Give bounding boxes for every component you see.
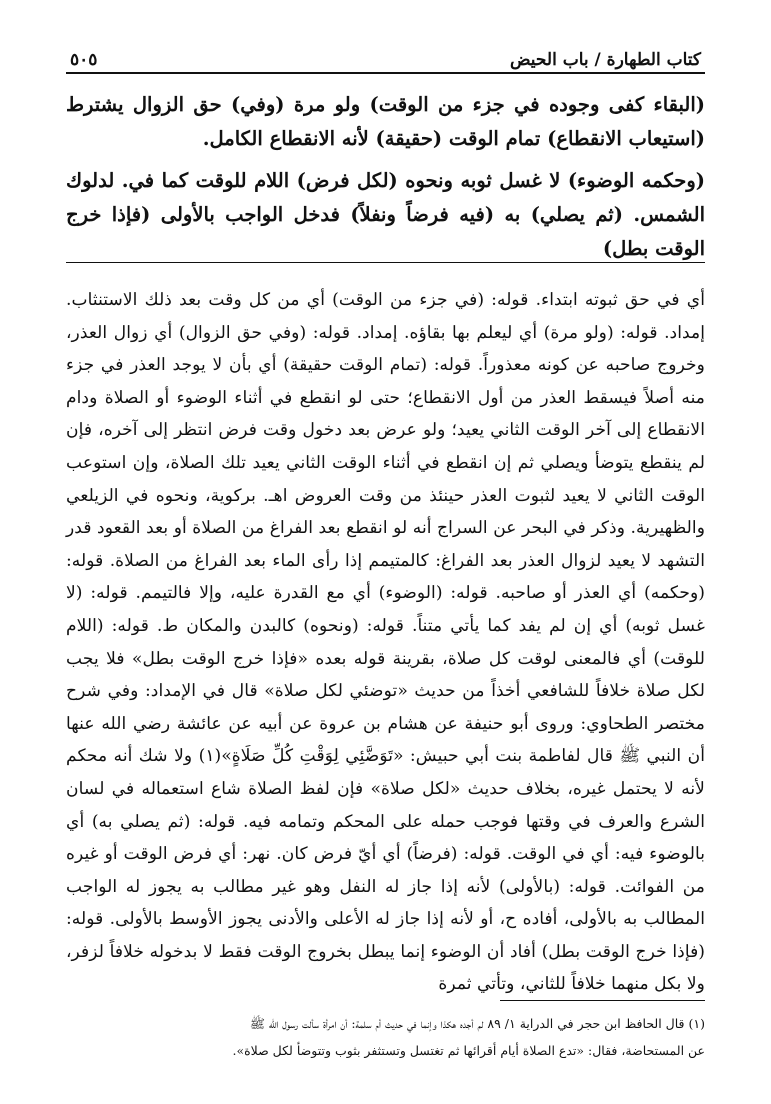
page-header [66,36,705,74]
footnote-line: عن المستحاضة، فقال: «تدع الصلاة أيام أقرائها ثم تغتسل وتستثفر بثوب وتتوضأ لكل صلاة». [232,1043,705,1058]
main-text [66,88,705,274]
footnotes [66,1010,705,1064]
commentary-text [66,284,705,1001]
main-text-paragraph: (وحكمه الوضوء) لا غسل ثوبه ونحوه (لكل فرض) اللام للوقت كما في. لدلوك الشمس. (ثم يصلي) به (فيه فرضاً ونفلاً) فدخل الواجب بالأولى (فإذا خرج الوقت بطل) [66,169,705,260]
running-title: كتاب الطهارة / باب الحيض [509,50,701,70]
section-divider [66,262,705,263]
commentary-paragraph: أي في حق ثبوته ابتداء. قوله: (في جزء من الوقت) أي من كل وقت بعد ذلك الاستنثاب. إمداد. قوله: (ولو مرة) أي ليعلم بها بقاؤه. إمداد. قوله: (وفي حق الزوال) أي زوال العذر، وخروج صاحبه عن كونه معذوراً. قوله: (تمام الوقت حقيقة) أي بأن لا يوجد العذر في جزء منه أصلاً فيسقط العذر من أول الانقطاع؛ حتى لو انقطع في أثناء الوضوء أو الصلاة ودام الانقطاع إلى آخر الوقت الثاني يعيد؛ ولو عرض بعد دخول وقت فرض انتظر إلى آخره، فإن لم ينقطع يتوضأ ويصلي ثم إن انقطع في أثناء الوقت الثاني يعيد تلك الصلاة، وإن استوعب الوقت الثاني لا يعيد لثبوت العذر حينئذ من وقت العروض اهـ. بركوية، ونحوه في الزيلعي والظهيرية. وذكر في البحر عن السراج أنه لو انقطع بعد الفراغ من الصلاة أو بعد القعود قدر التشهد لا يعيد لزوال العذر بعد الفراغ: كالمتيمم إذا رأى الماء بعد الفراغ من الصلاة. قوله: (وحكمه) أي العذر أو صاحبه. قوله: (الوضوء) أي مع القدرة عليه، وإلا فالتيمم. قوله: (لا غسل ثوبه) أي إن لم يفد كما يأتي متناً. قوله: (ونحوه) كالبدن والمكان ط. قوله: (اللام للوقت) أي فالمعنى لوقت كل صلاة، بقرينة قوله بعده «فإذا خرج الوقت بطل» فلا يجب لكل صلاة خلافاً للشافعي أخذاً من حديث «توضئي لكل صلاة» قال في الإمداد: وفي شرح مختصر الطحاوي: وروى أبو حنيفة عن هشام بن عروة عن أبيه عن عائشة رضي الله عنها أن النبي ﷺ قال لفاطمة بنت أبي حبيش: «تَوَضَّئِي لِوَقْتِ كُلِّ صَلَاةٍ»(١) ولا شك أنه محكم لأنه لا يحتمل غيره، بخلاف حديث «لكل صلاة» فإن لفظ الصلاة شاع استعماله في لسان الشرع والعرف في وقتها فوجب حمله على المحكم وتمامه فيه. قوله: (ثم يصلي به) أي بالوضوء فيه: أي في الوقت. قوله: (فرضاً) أي أيّ فرض كان. نهر: أي فرض الوقت أو غيره من الفوائت. قوله: (بالأولى) لأنه إذا جاز له النفل وهو غير مطالب به يجوز له الواجب المطالب به بالأولى، أفاده ح، أو لأنه إذا جاز له الأعلى والأدنى يجوز الأوسط بالأولى. قوله: (فإذا خرج الوقت بطل) أفاد أن الوضوء إنما يبطل بخروج الوقت فقط لا بدخوله خلافاً لزفر، ولا بكل منهما خلافاً للثاني، وتأتي ثمرة [66,290,705,995]
footnote-line: (١) قال الحافظ ابن حجر في الدراية ١/ ٨٩ لم أجده هكذا وإنما في حديث أم سلمة: أن امرأة سألت رسول الله ﷺ [249,1016,705,1031]
main-text-paragraph: (البقاء كفى وجوده في جزء من الوقت) ولو مرة (وفي) حق الزوال يشترط (استيعاب الانقطاع) تمام الوقت (حقيقة) لأنه الانقطاع الكامل. [66,93,705,150]
header-rule [66,72,705,74]
page-number: ٥٠٥ [70,50,98,70]
footnote-rule [500,1000,705,1001]
